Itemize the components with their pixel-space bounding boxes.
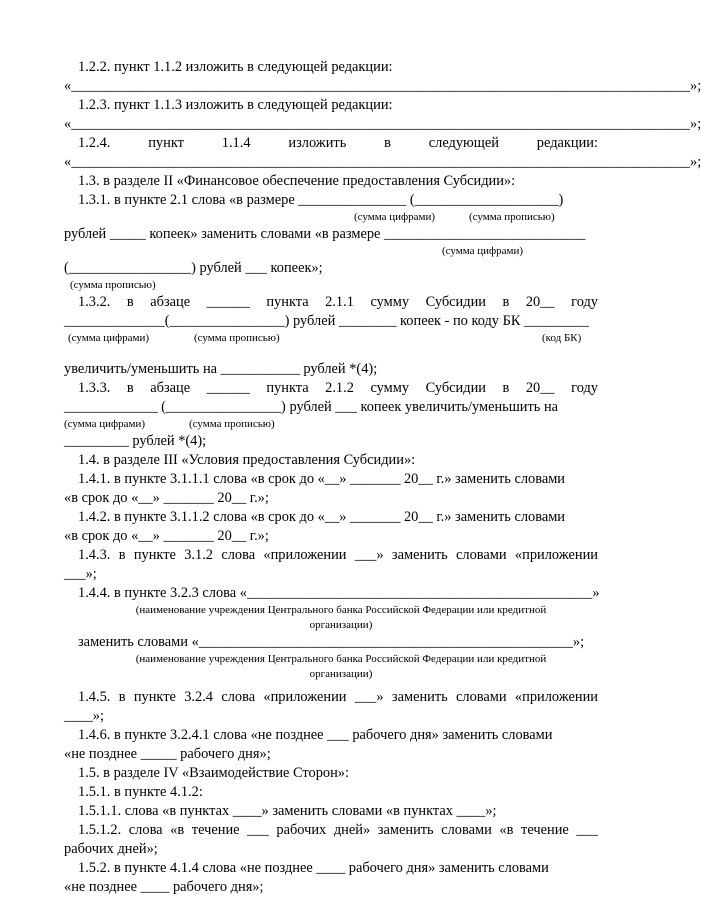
caption-org-2: (наименование учреждения Центрального банка Российской Федерации или кредитной организации) bbox=[135, 653, 547, 680]
para-1-3-2: 1.3.2. в абзаце ______ пункта 2.1.1 сумму Субсидии в 20__ году bbox=[78, 294, 598, 310]
para-1-4-4: 1.4.4. в пункте 3.2.3 слова «________________________________________________» bbox=[78, 585, 600, 601]
para-1-4-3: 1.4.3. в пункте 3.1.2 слова «приложении ___» заменить словами «приложении bbox=[78, 547, 598, 563]
para-1-4: 1.4. в разделе III «Условия предоставления Субсидии»: bbox=[78, 452, 416, 468]
para-1-4-1: 1.4.1. в пункте 3.1.1.1 слова «в срок до «__» _______ 20__ г.» заменить словами bbox=[78, 471, 566, 487]
para-1-4-6-cont: «не позднее _____ рабочего дня»; bbox=[64, 746, 271, 762]
para-1-4-6: 1.4.6. в пункте 3.2.4.1 слова «не позднее ___ рабочего дня» заменить словами bbox=[78, 727, 553, 743]
para-1-5-1: 1.5.1. в пункте 4.1.2: bbox=[78, 784, 203, 800]
caption-sum-words: (сумма прописью) bbox=[70, 279, 156, 291]
para-1-4-5: 1.4.5. в пункте 3.2.4 слова «приложении ___» заменить словами «приложении bbox=[78, 689, 598, 705]
para-1-4-2: 1.4.2. в пункте 3.1.1.2 слова «в срок до «__» _______ 20__ г.» заменить словами bbox=[78, 509, 566, 525]
caption-sum-words: (сумма прописью) bbox=[194, 332, 280, 344]
para-1-5-1-1: 1.5.1.1. слова «в пунктах ____» заменить словами «в пунктах ____»; bbox=[78, 803, 497, 819]
para-1-3-1-cont: рублей _____ копеек» заменить словами «в размере ____________________________ bbox=[64, 226, 586, 242]
para-1-4-5-cont: ____»; bbox=[64, 708, 104, 724]
para-1-5-1-2: 1.5.1.2. слова «в течение ___ рабочих дней» заменить словами «в течение ___ bbox=[78, 822, 598, 838]
para-1-5-2-cont: «не позднее ____ рабочего дня»; bbox=[64, 879, 264, 895]
para-1-2-4-value: «______________________________________________________________________________________»; bbox=[64, 154, 701, 170]
para-1-4-2-cont: «в срок до «__» _______ 20__ г.»; bbox=[64, 528, 269, 544]
para-1-2-3: 1.2.3. пункт 1.1.3 изложить в следующей редакции: bbox=[78, 97, 393, 113]
para-1-3-3: 1.3.3. в абзаце ______ пункта 2.1.2 сумму Субсидии в 20__ году bbox=[78, 380, 598, 396]
caption-sum-digits: (сумма цифрами) bbox=[64, 418, 146, 430]
para-1-4-4-cont: заменить словами «____________________________________________________»; bbox=[78, 634, 585, 650]
para-1-3-1-cont2: (_________________) рублей ___ копеек»; bbox=[64, 260, 323, 276]
para-1-3-2-cont2: увеличить/уменьшить на ___________ рублей *(4); bbox=[64, 361, 378, 377]
para-1-3: 1.3. в разделе II «Финансовое обеспечение предоставления Субсидии»: bbox=[78, 173, 516, 189]
para-1-2-4: 1.2.4. пункт 1.1.4 изложить в следующей редакции: bbox=[78, 135, 598, 151]
para-1-4-3-cont: ___»; bbox=[64, 566, 97, 582]
document-page bbox=[64, 58, 701, 897]
para-1-3-3-cont: _____________ (________________) рублей ___ копеек увеличить/уменьшить на bbox=[64, 399, 559, 415]
caption-row-4 bbox=[64, 331, 598, 346]
caption-sum-digits: (сумма цифрами) bbox=[68, 332, 150, 344]
caption-sum-words: (сумма прописью) bbox=[469, 211, 555, 223]
para-1-2-2-value: «______________________________________________________________________________________»; bbox=[64, 78, 701, 94]
caption-row-1 bbox=[64, 210, 598, 225]
para-1-2-3-value: «______________________________________________________________________________________»; bbox=[64, 116, 701, 132]
caption-kbk: (код БК) bbox=[542, 332, 582, 344]
caption-org-1: (наименование учреждения Центрального банка Российской Федерации или кредитной организации) bbox=[135, 604, 547, 631]
para-1-2-2: 1.2.2. пункт 1.1.2 изложить в следующей редакции: bbox=[78, 59, 393, 75]
caption-row-5 bbox=[64, 417, 598, 432]
para-1-3-3-cont2: _________ рублей *(4); bbox=[64, 433, 207, 449]
para-1-3-2-cont: ______________(________________) рублей ________ копеек - по коду БК _________ bbox=[64, 313, 589, 329]
para-1-5-2: 1.5.2. в пункте 4.1.4 слова «не позднее ____ рабочего дня» заменить словами bbox=[78, 860, 549, 876]
caption-row-3 bbox=[64, 278, 598, 293]
para-1-3-1: 1.3.1. в пункте 2.1 слова «в размере _______________ (____________________) bbox=[78, 192, 564, 208]
para-1-5: 1.5. в разделе IV «Взаимодействие Сторон»: bbox=[78, 765, 349, 781]
caption-sum-digits: (сумма цифрами) bbox=[354, 211, 436, 223]
para-1-4-1-cont: «в срок до «__» _______ 20__ г.»; bbox=[64, 490, 269, 506]
caption-sum-words: (сумма прописью) bbox=[189, 418, 275, 430]
caption-sum-digits: (сумма цифрами) bbox=[442, 245, 524, 257]
caption-row-2 bbox=[64, 244, 598, 259]
para-1-5-1-2-cont: рабочих дней»; bbox=[64, 841, 158, 857]
